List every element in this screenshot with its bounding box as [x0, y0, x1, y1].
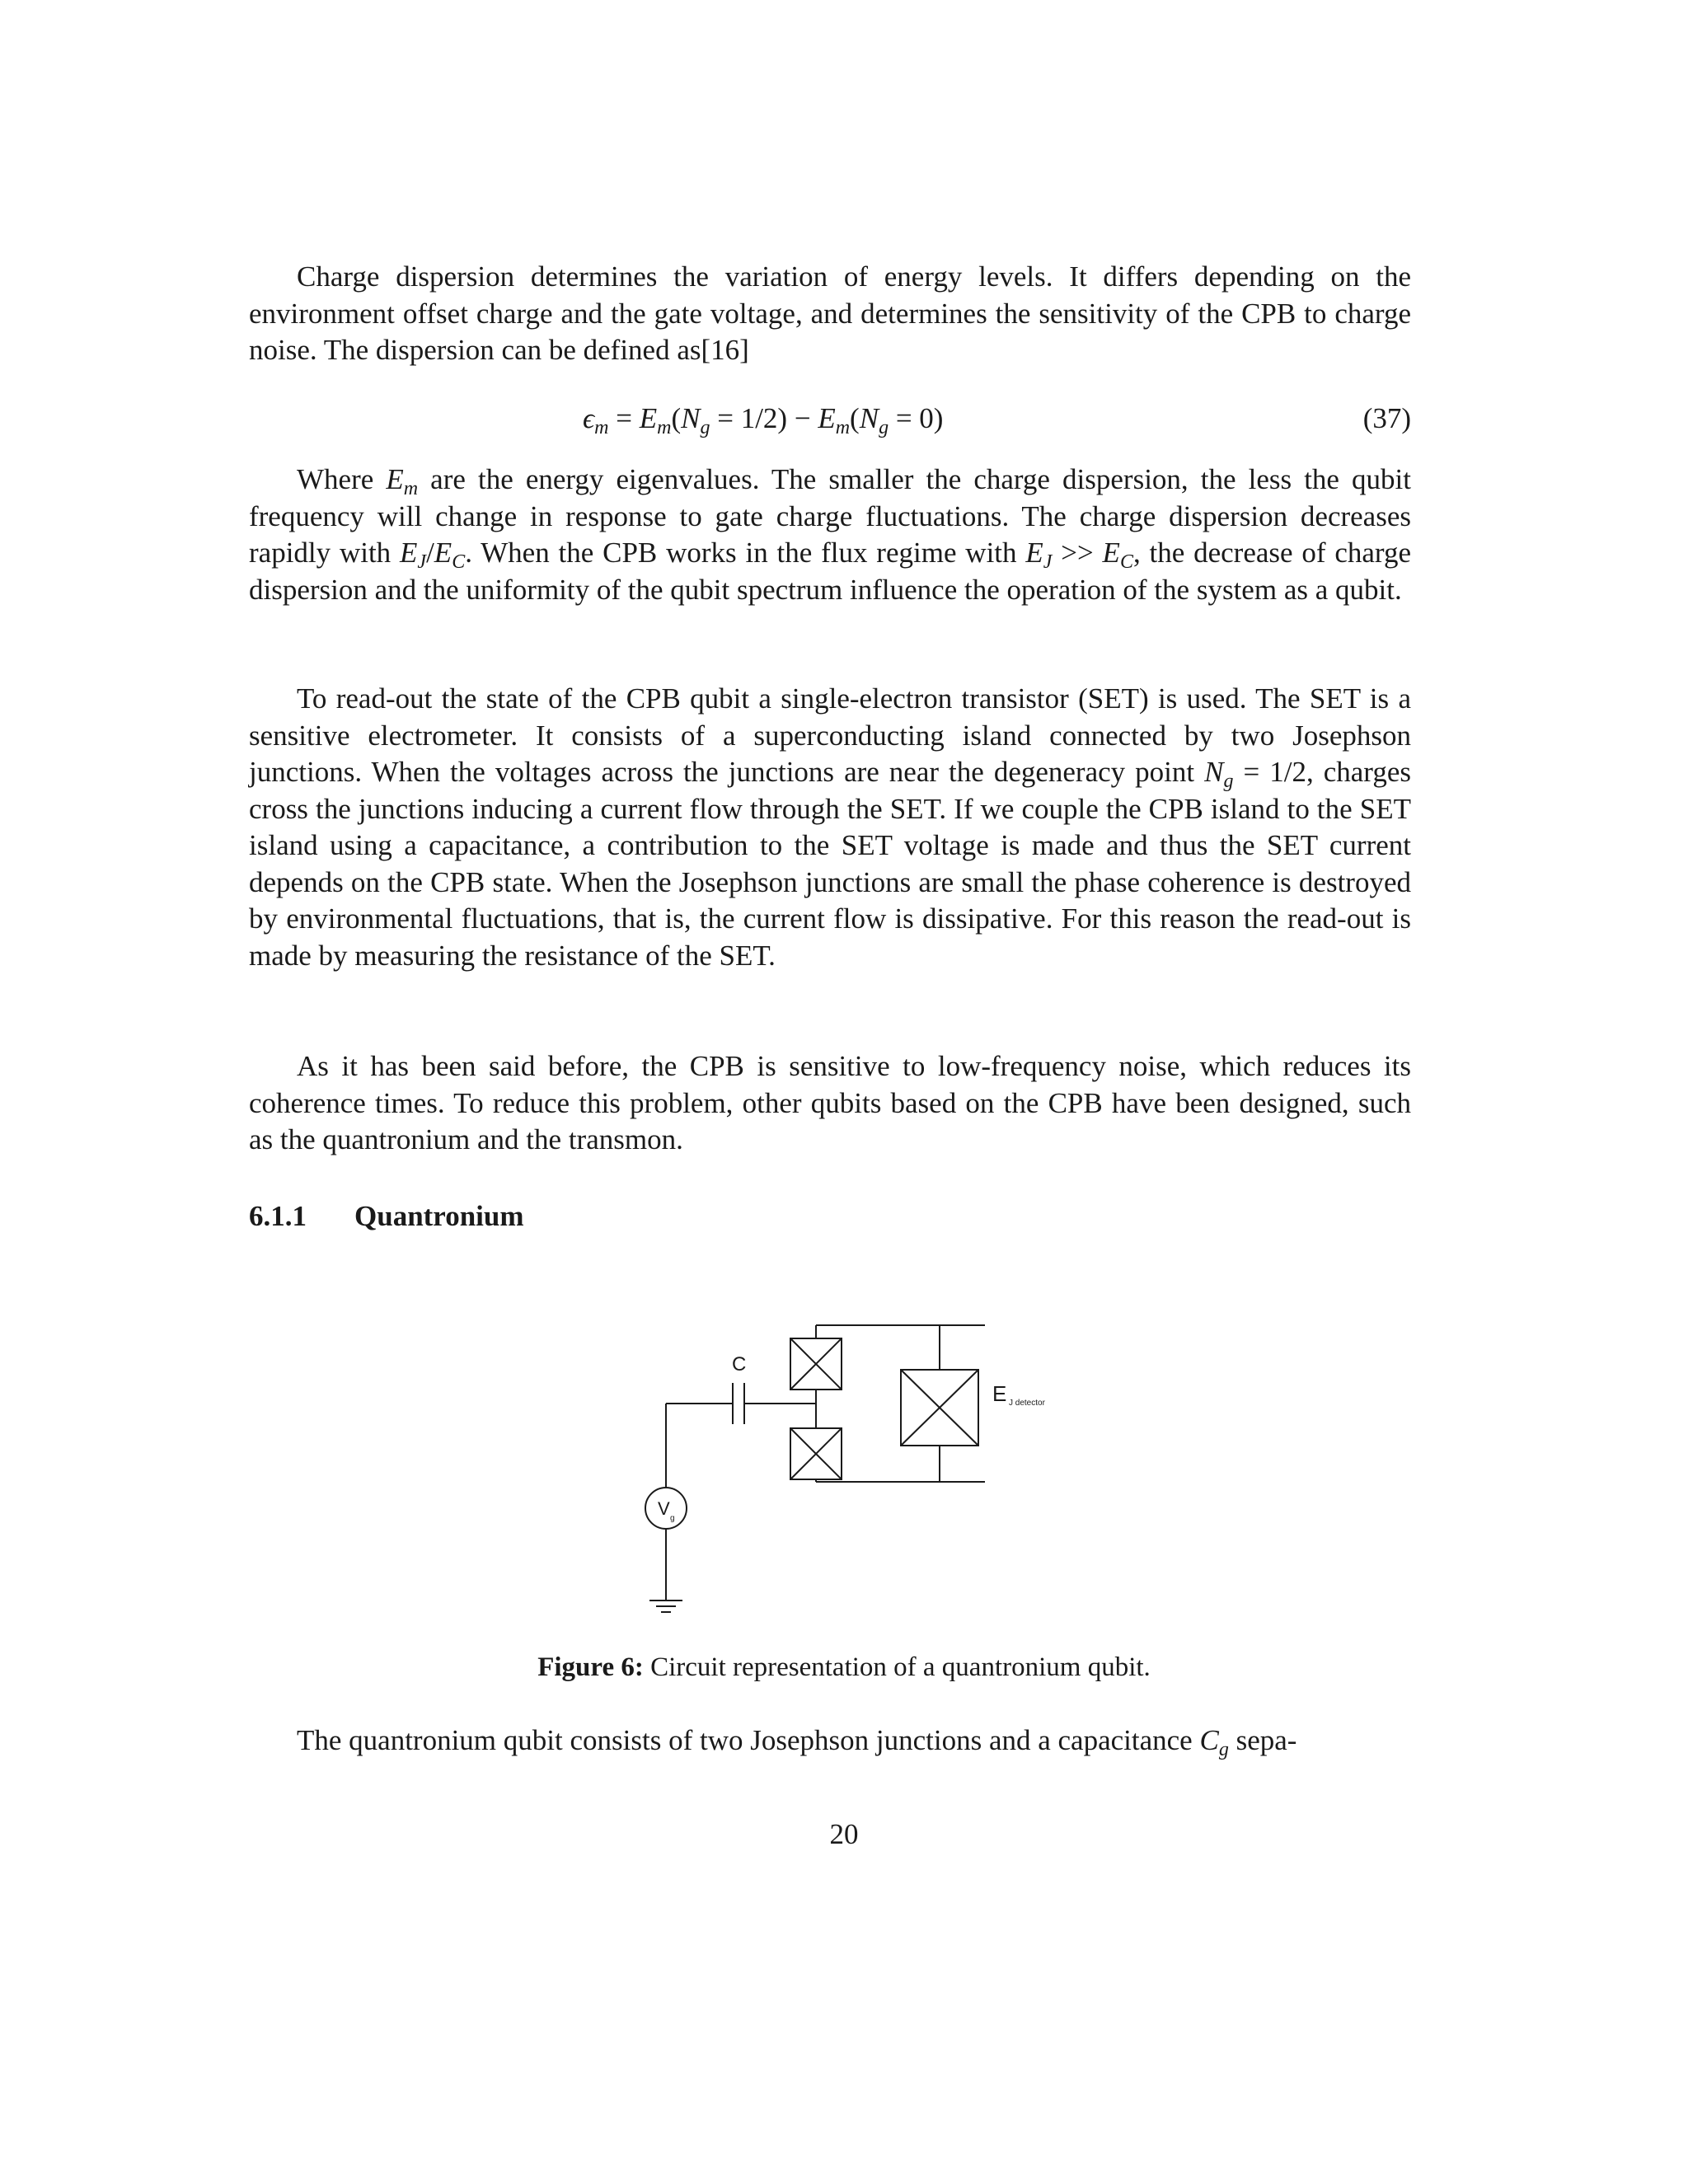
paragraph-readout-tail: = 1/2, charges cross the junctions inducing a current flow through the SET. If we couple the CPB island to the SET island using a capacitance, a contribution to the SET voltage is made and thus the SET current depends on the CPB state. When the Josephson junctions are small the phase coherence is destroyed by environmental fluctuations, that is, the current flow is dissipative. For this reason the read-out is made by measuring the resistance of the SET. [249, 756, 1411, 972]
equation-37 [249, 402, 1411, 443]
paragraph-quantronium-tail: sepa- [1236, 1724, 1297, 1756]
ej-label: E [992, 1381, 1007, 1406]
equation-body: $\epsilon_m = E_m(N_g = 1/2) - E_m(N_g = 0)$ [583, 402, 944, 438]
quantronium-circuit-figure [610, 1294, 1071, 1624]
vg-label: V [658, 1498, 670, 1519]
paragraph-charge-dispersion: Charge dispersion determines the variation of energy levels. It differs depending on the environment offset charge and the gate voltage, and determines the sensitivity of the CPB to charge noise. The dispersion can be defined as[16] [249, 260, 1411, 366]
paragraph-readout: To read-out the state of the CPB qubit a single-electron transistor (SET) is used. The SET is a sensitive electrometer. It consists of a superconducting island connected by two Josephson junctions. When the voltages across the junctions are near the degeneracy point $N_g = 1/2$, charges cross the junctions inducing a current flow through the SET. If we couple the CPB island to the SET island using a capacitance, a contribution to the SET voltage is made and thus the SET current depends on the CPB state. When the Josephson junctions are small the phase coherence is destroyed by environmental fluctuations, that is, the current flow is dissipative. For this reason the read-out is made by measuring the resistance of the SET. [249, 682, 1411, 972]
paragraph-low-frequency-noise: As it has been said before, the CPB is sensitive to low-frequency noise, which reduces its coherence times. To reduce this problem, other qubits based on the CPB have been designed, such as the quantronium and the transmon. [249, 1050, 1411, 1155]
page-number: 20 [829, 1818, 859, 1850]
section-title: Quantronium [354, 1200, 524, 1232]
paragraph-quantronium-head: The quantronium qubit consists of two Josephson junctions and a capacitance [297, 1724, 1193, 1756]
circuit-diagram [610, 1294, 1071, 1624]
equation-number: (37) [1362, 402, 1411, 434]
josephson-junction-bottom-icon [790, 1428, 842, 1479]
paragraph-quantronium: The quantronium qubit consists of two Josephson junctions and a capacitance $C_g$ sepa- [297, 1724, 1297, 1760]
capacitor-label: C [732, 1353, 747, 1376]
figure-caption [0, 1652, 1688, 1683]
figure-caption-text: Circuit representation of a quantronium qubit. [650, 1652, 1151, 1682]
detector-junction-icon [901, 1370, 978, 1446]
section-heading [249, 1200, 524, 1233]
ej-subscript: J detector [1009, 1399, 1045, 1408]
paragraph-eigenvalues: Where $E_m$ are the energy eigenvalues. The smaller the charge dispersion, the less the qubit frequency will change in response to gate charge fluctuations. The charge dispersion decreases rapidly with $E_J/E_C$. When the CPB works in the flux regime with $E_J >> E_C$, the decrease of charge dispersion and the uniformity of the qubit spectrum influence the operation of the system as a qubit. [249, 463, 1411, 606]
section-number: 6.1.1 [249, 1200, 307, 1232]
vg-subscript: g [670, 1514, 675, 1523]
figure-caption-label: Figure 6: [537, 1652, 644, 1682]
paragraph-readout-head: To read-out the state of the CPB qubit a single-electron transistor (SET) is used. The SET is a sensitive electrometer. It consists of a superconducting island connected by two Josephson junctions. When the voltages across the junctions are near the degeneracy point [249, 682, 1411, 788]
josephson-junction-top-icon [790, 1338, 842, 1390]
